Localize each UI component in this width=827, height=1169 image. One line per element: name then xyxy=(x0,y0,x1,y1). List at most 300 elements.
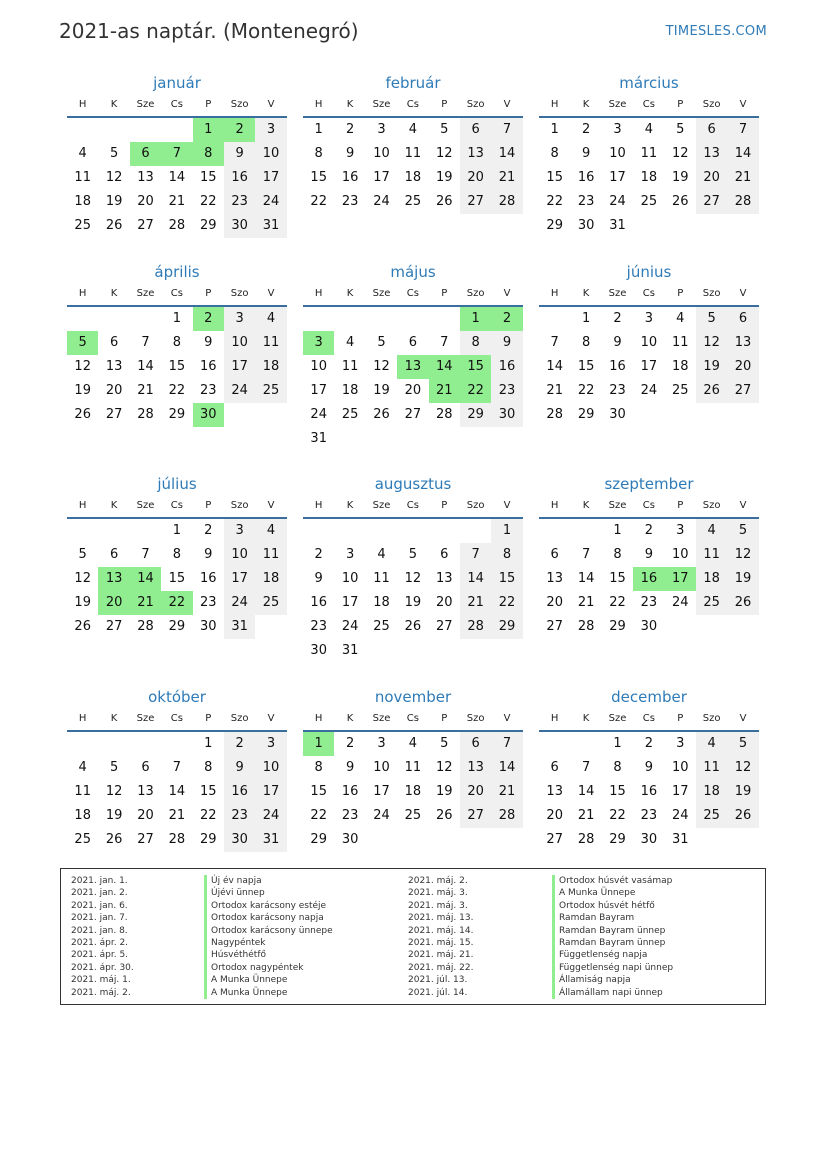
page-title: 2021-as naptár. (Montenegró) xyxy=(59,19,359,43)
day-cell: 29 xyxy=(168,407,186,422)
day-cell: 4 xyxy=(408,122,417,137)
day-cell: 1 xyxy=(204,736,213,751)
legend-date: 2021. ápr. 30. xyxy=(71,962,134,973)
day-cell: 12 xyxy=(404,571,422,586)
day-cell: 31 xyxy=(310,431,327,446)
weekday-label: Sze xyxy=(608,713,627,724)
day-cell: 1 xyxy=(172,311,181,326)
day-cell: 15 xyxy=(199,170,217,185)
day-cell: 28 xyxy=(491,190,522,214)
day-cell: 2 xyxy=(193,307,224,331)
day-cell: 26 xyxy=(74,407,91,422)
weekday-label: P xyxy=(205,500,212,511)
day-cell: 24 xyxy=(255,190,286,214)
day-cell: 2 xyxy=(345,122,355,137)
day-cell: 25 xyxy=(74,832,91,847)
week-row xyxy=(303,307,523,331)
day-cell: 12 xyxy=(74,359,91,374)
day-cell: 13 xyxy=(696,142,727,166)
day-cell: 7 xyxy=(460,543,491,567)
day-cell: 29 xyxy=(609,832,626,847)
day-cell: 4 xyxy=(676,311,685,326)
empty-cell xyxy=(539,732,570,756)
empty-cell xyxy=(98,307,129,331)
empty-cell xyxy=(539,307,570,331)
day-cell: 12 xyxy=(727,543,758,567)
day-cell: 29 xyxy=(168,619,186,634)
weekday-header xyxy=(67,283,287,307)
day-cell: 7 xyxy=(161,142,192,166)
day-cell: 2 xyxy=(204,523,213,538)
day-cell: 10 xyxy=(671,760,689,775)
weekday-label: P xyxy=(205,288,212,299)
weekday-label: Sze xyxy=(136,713,155,724)
day-cell: 19 xyxy=(404,595,422,610)
week-row xyxy=(539,379,759,403)
day-cell: 4 xyxy=(78,146,87,161)
day-cell: 12 xyxy=(105,170,123,185)
weekday-label: Cs xyxy=(642,99,655,110)
week-row xyxy=(539,615,759,639)
day-cell: 22 xyxy=(199,194,217,209)
weekday-label: Sze xyxy=(608,99,627,110)
day-cell: 19 xyxy=(727,780,758,804)
day-cell: 18 xyxy=(671,359,689,374)
day-cell: 11 xyxy=(255,543,286,567)
empty-cell xyxy=(161,118,192,142)
weekday-label: P xyxy=(677,288,684,299)
week-row xyxy=(303,118,523,142)
day-cell: 9 xyxy=(314,571,323,586)
day-cell: 10 xyxy=(640,335,658,350)
day-cell: 13 xyxy=(727,331,758,355)
day-cell: 27 xyxy=(727,379,758,403)
day-cell: 31 xyxy=(609,218,626,233)
day-cell: 19 xyxy=(373,383,390,398)
month-name: szeptember xyxy=(604,475,694,493)
day-cell: 9 xyxy=(224,142,255,166)
day-cell: 27 xyxy=(435,619,453,634)
day-cell: 27 xyxy=(105,407,123,422)
week-row xyxy=(303,543,523,567)
day-cell: 20 xyxy=(137,808,154,823)
day-cell: 7 xyxy=(172,760,181,775)
day-cell: 8 xyxy=(460,331,491,355)
day-cell: 19 xyxy=(105,808,123,823)
day-cell: 8 xyxy=(613,547,622,562)
day-cell: 23 xyxy=(640,595,658,610)
day-cell: 29 xyxy=(609,619,626,634)
empty-cell xyxy=(397,427,428,451)
day-cell: 3 xyxy=(676,523,685,538)
empty-cell xyxy=(429,427,460,451)
day-cell: 13 xyxy=(546,784,563,799)
day-cell: 4 xyxy=(408,736,417,751)
legend-date: 2021. jan. 6. xyxy=(71,900,128,911)
empty-cell xyxy=(334,427,365,451)
empty-cell xyxy=(98,519,129,543)
legend-date: 2021. júl. 14. xyxy=(408,987,468,998)
weekday-label: K xyxy=(110,713,118,724)
day-cell: 9 xyxy=(224,756,255,780)
day-cell: 28 xyxy=(491,804,522,828)
empty-cell xyxy=(224,403,255,427)
day-cell: 6 xyxy=(460,732,491,756)
weekday-label: H xyxy=(314,99,323,110)
day-cell: 3 xyxy=(303,331,334,355)
weekday-label: Szo xyxy=(702,713,721,724)
day-cell: 21 xyxy=(546,383,563,398)
day-cell: 16 xyxy=(224,166,255,190)
day-cell: 17 xyxy=(373,784,390,799)
day-cell: 9 xyxy=(345,760,355,775)
weekday-label: K xyxy=(110,99,118,110)
day-cell: 7 xyxy=(491,118,522,142)
weekday-label: K xyxy=(346,500,354,511)
empty-cell xyxy=(696,403,727,427)
day-cell: 18 xyxy=(696,567,727,591)
day-cell: 25 xyxy=(696,804,727,828)
day-cell: 23 xyxy=(341,194,359,209)
weekday-header xyxy=(303,708,523,732)
day-cell: 13 xyxy=(105,359,123,374)
week-row xyxy=(67,543,287,567)
weekday-label: V xyxy=(739,500,747,511)
weekday-header xyxy=(539,495,759,519)
empty-cell xyxy=(334,307,365,331)
day-cell: 2 xyxy=(224,732,255,756)
day-cell: 13 xyxy=(435,571,453,586)
day-cell: 26 xyxy=(74,619,91,634)
weekday-label: V xyxy=(739,713,747,724)
empty-cell xyxy=(67,307,98,331)
weekday-label: Cs xyxy=(170,99,183,110)
day-cell: 18 xyxy=(696,780,727,804)
weekday-label: V xyxy=(503,99,511,110)
day-cell: 11 xyxy=(671,335,689,350)
day-cell: 17 xyxy=(665,567,696,591)
day-cell: 28 xyxy=(727,190,758,214)
weekday-label: Szo xyxy=(230,500,249,511)
day-cell: 14 xyxy=(130,567,161,591)
day-cell: 17 xyxy=(255,166,286,190)
day-cell: 2 xyxy=(224,118,255,142)
empty-cell xyxy=(491,828,522,852)
week-row xyxy=(539,828,759,852)
day-cell: 29 xyxy=(491,615,522,639)
day-cell: 29 xyxy=(546,218,563,233)
day-cell: 26 xyxy=(727,804,758,828)
empty-cell xyxy=(303,307,334,331)
weekday-label: Cs xyxy=(170,288,183,299)
month-1 xyxy=(67,72,287,238)
day-cell: 12 xyxy=(74,571,91,586)
day-cell: 27 xyxy=(546,619,563,634)
day-cell: 18 xyxy=(404,784,422,799)
day-cell: 24 xyxy=(341,619,359,634)
day-cell: 14 xyxy=(491,756,522,780)
day-cell: 5 xyxy=(67,331,98,355)
day-cell: 10 xyxy=(373,760,390,775)
day-cell: 19 xyxy=(696,355,727,379)
day-cell: 23 xyxy=(199,383,217,398)
legend-date: 2021. máj. 2. xyxy=(71,987,131,998)
month-7 xyxy=(67,473,287,639)
weekday-label: Cs xyxy=(406,713,419,724)
day-cell: 23 xyxy=(491,379,522,403)
day-cell: 5 xyxy=(408,547,417,562)
day-cell: 9 xyxy=(345,146,355,161)
day-cell: 28 xyxy=(577,619,595,634)
day-cell: 26 xyxy=(435,194,453,209)
day-cell: 31 xyxy=(341,643,359,658)
empty-cell xyxy=(366,828,397,852)
month-name: január xyxy=(153,74,201,92)
weekday-label: Szo xyxy=(230,99,249,110)
day-cell: 12 xyxy=(373,359,390,374)
day-cell: 21 xyxy=(577,808,595,823)
week-row xyxy=(539,732,759,756)
week-row xyxy=(303,142,523,166)
weekday-label: K xyxy=(346,713,354,724)
day-cell: 3 xyxy=(255,732,286,756)
weekday-label: H xyxy=(314,713,323,724)
week-row xyxy=(303,828,523,852)
day-cell: 16 xyxy=(341,784,359,799)
day-cell: 9 xyxy=(581,146,591,161)
day-cell: 22 xyxy=(577,383,595,398)
weekday-label: P xyxy=(677,500,684,511)
day-cell: 26 xyxy=(435,808,453,823)
day-cell: 19 xyxy=(435,170,453,185)
week-row xyxy=(303,567,523,591)
legend-left-dates xyxy=(71,875,134,999)
week-row xyxy=(539,190,759,214)
day-cell: 25 xyxy=(373,619,390,634)
day-cell: 5 xyxy=(676,122,685,137)
day-cell: 11 xyxy=(255,331,286,355)
day-cell: 2 xyxy=(613,311,622,326)
empty-cell xyxy=(67,732,98,756)
weekday-label: P xyxy=(441,288,448,299)
legend-holiday-name: Újévi ünnep xyxy=(204,887,333,899)
day-cell: 26 xyxy=(727,591,758,615)
day-cell: 31 xyxy=(255,828,286,852)
day-cell: 6 xyxy=(696,118,727,142)
weekday-label: Sze xyxy=(372,713,391,724)
week-row xyxy=(539,307,759,331)
weekday-label: K xyxy=(582,99,590,110)
day-cell: 28 xyxy=(546,407,563,422)
day-cell: 12 xyxy=(727,756,758,780)
legend-date: 2021. jan. 7. xyxy=(71,913,128,924)
month-2 xyxy=(303,72,523,214)
empty-cell xyxy=(665,214,696,238)
month-4 xyxy=(67,261,287,427)
legend-holiday-name: Függetlenség napi ünnep xyxy=(552,962,673,974)
weekday-label: K xyxy=(582,288,590,299)
weekday-label: H xyxy=(550,500,559,511)
day-cell: 20 xyxy=(546,595,563,610)
weekday-header xyxy=(303,94,523,118)
day-cell: 12 xyxy=(671,146,689,161)
week-row xyxy=(539,519,759,543)
empty-cell xyxy=(130,307,161,331)
day-cell: 30 xyxy=(640,832,658,847)
weekday-label: V xyxy=(267,500,275,511)
empty-cell xyxy=(98,732,129,756)
day-cell: 27 xyxy=(404,407,422,422)
weekday-label: Sze xyxy=(372,500,391,511)
weekday-header xyxy=(539,94,759,118)
day-cell: 20 xyxy=(546,808,563,823)
week-row xyxy=(539,804,759,828)
day-cell: 18 xyxy=(373,595,390,610)
day-cell: 30 xyxy=(199,619,217,634)
weekday-header xyxy=(67,94,287,118)
day-cell: 4 xyxy=(345,335,355,350)
day-cell: 19 xyxy=(105,194,123,209)
day-cell: 2 xyxy=(345,736,355,751)
day-cell: 29 xyxy=(460,403,491,427)
day-cell: 25 xyxy=(255,591,286,615)
empty-cell xyxy=(570,732,601,756)
day-cell: 30 xyxy=(193,403,224,427)
day-cell: 11 xyxy=(341,359,359,374)
empty-cell xyxy=(397,307,428,331)
weekday-label: H xyxy=(550,99,559,110)
day-cell: 9 xyxy=(204,335,213,350)
day-cell: 3 xyxy=(644,311,653,326)
day-cell: 28 xyxy=(137,619,154,634)
week-row xyxy=(539,591,759,615)
week-row xyxy=(539,214,759,238)
empty-cell xyxy=(460,427,491,451)
day-cell: 3 xyxy=(676,736,685,751)
legend-date: 2021. máj. 22. xyxy=(408,962,474,973)
week-row xyxy=(303,756,523,780)
day-cell: 29 xyxy=(577,407,595,422)
brand-link[interactable]: TIMESLES.COM xyxy=(665,24,767,39)
day-cell: 14 xyxy=(577,571,595,586)
day-cell: 6 xyxy=(130,142,161,166)
day-cell: 11 xyxy=(74,170,91,185)
empty-cell xyxy=(334,519,365,543)
weekday-label: Cs xyxy=(406,99,419,110)
day-cell: 24 xyxy=(310,407,327,422)
day-cell: 10 xyxy=(341,571,359,586)
day-cell: 1 xyxy=(491,519,522,543)
week-row xyxy=(303,615,523,639)
month-12 xyxy=(539,686,759,852)
day-cell: 11 xyxy=(404,146,422,161)
month-11 xyxy=(303,686,523,852)
day-cell: 15 xyxy=(609,784,626,799)
legend-holiday-name: Államiság napja xyxy=(552,974,673,986)
day-cell: 26 xyxy=(696,379,727,403)
day-cell: 8 xyxy=(314,760,323,775)
day-cell: 30 xyxy=(224,214,255,238)
week-row xyxy=(303,166,523,190)
day-cell: 6 xyxy=(550,760,559,775)
legend-date: 2021. máj. 14. xyxy=(408,925,474,936)
week-row xyxy=(67,804,287,828)
day-cell: 23 xyxy=(224,804,255,828)
empty-cell xyxy=(303,519,334,543)
legend-right-names xyxy=(552,875,673,999)
legend-date: 2021. máj. 1. xyxy=(71,975,131,986)
week-row xyxy=(303,780,523,804)
day-cell: 1 xyxy=(613,523,622,538)
day-cell: 27 xyxy=(137,218,154,233)
day-cell: 6 xyxy=(109,547,119,562)
weekday-label: H xyxy=(78,288,87,299)
weekday-label: Sze xyxy=(136,99,155,110)
day-cell: 25 xyxy=(640,194,658,209)
day-cell: 29 xyxy=(310,832,327,847)
legend-date: 2021. ápr. 2. xyxy=(71,937,129,948)
day-cell: 4 xyxy=(255,519,286,543)
empty-cell xyxy=(539,519,570,543)
week-row xyxy=(539,780,759,804)
weekday-label: K xyxy=(110,500,118,511)
empty-cell xyxy=(397,828,428,852)
weekday-label: P xyxy=(205,99,212,110)
week-row xyxy=(67,567,287,591)
day-cell: 14 xyxy=(460,567,491,591)
day-cell: 20 xyxy=(696,166,727,190)
day-cell: 15 xyxy=(546,170,563,185)
day-cell: 22 xyxy=(199,808,217,823)
day-cell: 25 xyxy=(341,407,359,422)
day-cell: 31 xyxy=(224,615,255,639)
day-cell: 16 xyxy=(341,170,359,185)
legend-holiday-name: Ortodox karácsony napja xyxy=(204,912,333,924)
day-cell: 26 xyxy=(373,407,390,422)
weekday-label: Szo xyxy=(466,288,485,299)
day-cell: 6 xyxy=(141,760,150,775)
weekday-label: P xyxy=(205,713,212,724)
day-cell: 8 xyxy=(193,142,224,166)
day-cell: 25 xyxy=(404,808,422,823)
day-cell: 1 xyxy=(550,122,559,137)
day-cell: 13 xyxy=(546,571,563,586)
legend-date: 2021. máj. 15. xyxy=(408,937,474,948)
weekday-label: Sze xyxy=(136,288,155,299)
day-cell: 1 xyxy=(172,523,181,538)
weekday-label: P xyxy=(441,99,448,110)
empty-cell xyxy=(460,639,491,663)
day-cell: 17 xyxy=(640,359,658,374)
weekday-label: P xyxy=(441,500,448,511)
weekday-header xyxy=(539,708,759,732)
day-cell: 26 xyxy=(105,832,123,847)
day-cell: 24 xyxy=(671,808,689,823)
day-cell: 6 xyxy=(727,307,758,331)
empty-cell xyxy=(665,403,696,427)
day-cell: 20 xyxy=(98,591,129,615)
weekday-label: H xyxy=(550,288,559,299)
day-cell: 22 xyxy=(460,379,491,403)
day-cell: 24 xyxy=(671,595,689,610)
legend-holiday-name: A Munka Ünnepe xyxy=(552,887,673,899)
day-cell: 21 xyxy=(491,780,522,804)
week-row xyxy=(67,118,287,142)
legend-holiday-name: Államállam napi ünnep xyxy=(552,987,673,999)
month-name: július xyxy=(157,475,197,493)
month-name: április xyxy=(154,263,200,281)
week-row xyxy=(539,543,759,567)
